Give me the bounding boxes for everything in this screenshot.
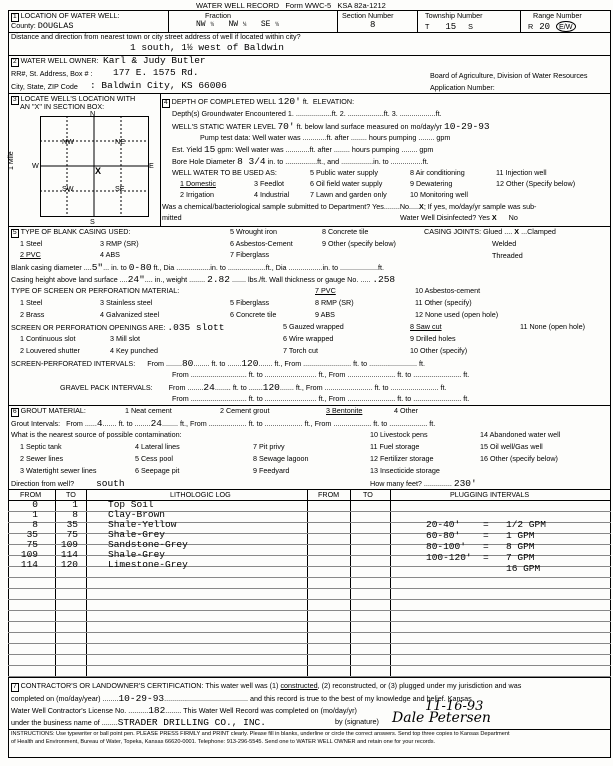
compass-n: N bbox=[90, 109, 96, 118]
plug-cell-i: 80-100' bbox=[426, 541, 466, 552]
use-11: 11 Injection well bbox=[496, 168, 547, 177]
opening-8-selected: 8 Saw cut bbox=[410, 322, 442, 331]
log-cell-t: 35 bbox=[66, 519, 78, 530]
use-12: 12 Other (Specify below) bbox=[496, 179, 576, 188]
distance-label: Distance and direction from nearest town or city street address of well if located within city? bbox=[11, 32, 301, 41]
township-label: Township Number bbox=[425, 11, 483, 20]
use-5: 5 Public water supply bbox=[310, 168, 378, 177]
source-7: 7 Pit privy bbox=[253, 442, 285, 451]
screen-5: 5 Fiberglass bbox=[230, 298, 270, 307]
yield-line: Est. Yield 15 gpm: Well water was ............ft. after ........ hours pumping ........ gpm bbox=[172, 144, 434, 155]
log-rule bbox=[8, 511, 611, 512]
gravel-pack-line: GRAVEL PACK INTERVALS: From ........24........ ft. to .......120....... ft., From ........................ ft. to ........................ ft. bbox=[60, 382, 447, 393]
log-cell-t: 1 bbox=[72, 499, 78, 510]
plug-cell-i: 60-80' bbox=[426, 530, 461, 541]
log-cell-f: 35 bbox=[26, 529, 38, 540]
casing-7: 7 Fiberglass bbox=[230, 250, 270, 259]
screen-12: 12 None used (open hole) bbox=[415, 310, 499, 319]
grout-label: 6 GROUT MATERIAL: bbox=[13, 406, 86, 415]
source-12: 12 Fertilizer storage bbox=[370, 454, 434, 463]
log-cell-t: 109 bbox=[60, 539, 78, 550]
log-cell-l: Shale-Grey bbox=[108, 529, 166, 540]
grout-1: 1 Neat cement bbox=[125, 406, 172, 415]
grout-3-selected: 3 Bentonite bbox=[326, 406, 363, 415]
casing-4: 4 ABS bbox=[100, 250, 120, 259]
section-number-value: 8 bbox=[370, 20, 376, 30]
application-label: Application Number: bbox=[430, 83, 495, 92]
license-line: Water Well Contractor's License No. ..........182........ This Water Well Record was completed on (mo/day/yr) bbox=[11, 705, 357, 716]
casing-1: 1 Steel bbox=[20, 239, 43, 248]
log-header-to: TO bbox=[66, 490, 76, 499]
source-14: 14 Abandoned water well bbox=[480, 430, 561, 439]
casing-8: 8 Concrete tile bbox=[322, 227, 369, 236]
fraction-label: Fraction bbox=[205, 11, 231, 20]
casing-6: 6 Asbestos-Cement bbox=[230, 239, 293, 248]
signature-label: by (signature) bbox=[335, 717, 379, 726]
use-1-selected: 1 Domestic bbox=[180, 179, 216, 188]
plug-cell-i: 100-120' bbox=[426, 552, 472, 563]
use-3: 3 Feedlot bbox=[254, 179, 284, 188]
quad-nw: NW bbox=[62, 137, 74, 146]
source-10: 10 Livestock pens bbox=[370, 430, 428, 439]
compass-e: E bbox=[149, 161, 154, 170]
log-rule bbox=[8, 654, 611, 655]
instructions-line-2: of Health and Environment, Bureau of Water, Topeka, Kansas 66620-0001. Telephone: 913-296-5545. Send one to WATER WELL OWNER and retain one for your records. bbox=[11, 739, 436, 745]
grout-4: 4 Other bbox=[394, 406, 418, 415]
feet-line: How many feet? .............. 230' bbox=[370, 478, 477, 489]
owner-value: Karl & Judy Butler bbox=[103, 55, 206, 66]
log-cell-t: 114 bbox=[60, 549, 78, 560]
section-3-label: 3 LOCATE WELL'S LOCATION WITH bbox=[13, 94, 136, 103]
log-header-to-2: TO bbox=[363, 490, 373, 499]
grout-intervals-line: Grout Intervals: From ......4....... ft. to ........24........ ft., From ................... ft. to ................... ft., From ................... ft. to ................... ft. bbox=[11, 418, 436, 429]
log-cell-l: Sandstone-Grey bbox=[108, 539, 188, 550]
bore-line: Bore Hole Diameter 8 3/4 in. to ................ft., and ................in. to ................ft. bbox=[172, 156, 429, 167]
source-2: 2 Sewer lines bbox=[20, 454, 64, 463]
log-rule bbox=[8, 588, 611, 589]
log-cell-t: 75 bbox=[66, 529, 78, 540]
plug-cell-e: = bbox=[483, 541, 489, 552]
certification-line-1: 7 CONTRACTOR'S OR LANDOWNER'S CERTIFICATION: This water well was (1) constructed, (2) reconstructed, or (3) plugged under my jurisdiction and was bbox=[13, 681, 522, 690]
certification-line-2: completed on (mo/day/year) ........10-29-93.......................................... and this record is true to the best of my knowledge and belief. Kansas bbox=[11, 693, 472, 704]
opening-5: 5 Gauzed wrapped bbox=[283, 322, 344, 331]
screen-3: 3 Stainless steel bbox=[100, 298, 153, 307]
static-level-line: WELL'S STATIC WATER LEVEL 70' ft. below land surface measured on mo/day/yr 10-29-93 bbox=[172, 121, 490, 132]
source-3: 3 Watertight sewer lines bbox=[20, 466, 97, 475]
source-9: 9 Feedyard bbox=[253, 466, 290, 475]
range-label: Range Number bbox=[533, 11, 582, 20]
address-value: 177 E. 1575 Rd. bbox=[113, 67, 199, 78]
screen-11: 11 Other (specify) bbox=[415, 298, 472, 307]
direction-line: Direction from well? south bbox=[11, 478, 125, 489]
casing-type-label: 5 TYPE OF BLANK CASING USED: bbox=[13, 227, 131, 236]
county-label: County: DOUGLAS bbox=[11, 21, 74, 31]
log-header-from: FROM bbox=[20, 490, 42, 499]
opening-10: 10 Other (specify) bbox=[410, 346, 468, 355]
quad-ne: NE bbox=[115, 137, 125, 146]
plug-cell-e: = bbox=[483, 530, 489, 541]
compass-s: S bbox=[90, 217, 95, 226]
distance-value: 1 south, 1½ west of Baldwin bbox=[130, 42, 284, 53]
screen-8: 8 RMP (SR) bbox=[315, 298, 354, 307]
plug-cell-e: = bbox=[483, 552, 489, 563]
opening-7: 7 Torch cut bbox=[283, 346, 319, 355]
log-rule bbox=[8, 577, 611, 578]
openings-label: SCREEN OR PERFORATION OPENINGS ARE: .035 slott bbox=[11, 322, 225, 333]
log-rule bbox=[8, 599, 611, 600]
groundwater-line: Depth(s) Groundwater Encountered 1. ..................ft. 2. ..................ft. 3. ..................ft. bbox=[172, 109, 442, 118]
opening-1: 1 Continuous slot bbox=[20, 334, 76, 343]
log-cell-f: 114 bbox=[20, 559, 38, 570]
source-4: 4 Lateral lines bbox=[135, 442, 180, 451]
instructions-line-1: INSTRUCTIONS: Use typewriter or ball point pen. PLEASE PRESS FIRMLY and PRINT clearly. Please fill in blanks, underline or circle the correct answers. Send top three copies to Kansas Department bbox=[11, 731, 510, 737]
use-8: 8 Air conditioning bbox=[410, 168, 465, 177]
log-cell-l: Shale-Grey bbox=[108, 549, 166, 560]
source-13: 13 Insecticide storage bbox=[370, 466, 440, 475]
opening-11: 11 None (open hole) bbox=[520, 322, 585, 331]
casing-3: 3 RMP (SR) bbox=[100, 239, 139, 248]
use-label: WELL WATER TO BE USED AS: bbox=[172, 168, 277, 177]
plug-cell-g: 8 GPM bbox=[506, 541, 535, 552]
plug-cell-e: = bbox=[483, 519, 489, 530]
screen-10: 10 Asbestos-cement bbox=[415, 286, 481, 295]
screen-9: 9 ABS bbox=[315, 310, 335, 319]
well-location-x: X bbox=[95, 166, 102, 176]
contamination-label: What is the nearest source of possible contamination: bbox=[11, 430, 182, 439]
blank-diameter-line: Blank casing diameter ....5"... in. to 0-80 ft., Dia .................in. to ...................ft., Dia .................in. to ...................ft. bbox=[11, 262, 384, 273]
use-4: 4 Industrial bbox=[254, 190, 290, 199]
form-title: WATER WELL RECORD Form WWC-5 KSA 82a-1212 bbox=[196, 1, 386, 10]
screen-1: 1 Steel bbox=[20, 298, 43, 307]
log-header-from-2: FROM bbox=[318, 490, 340, 499]
log-cell-t: 8 bbox=[72, 509, 78, 520]
section-1-label: 1 LOCATION OF WATER WELL: bbox=[13, 11, 120, 20]
log-rule bbox=[8, 632, 611, 633]
mile-label: 1 Mile bbox=[8, 151, 15, 170]
source-8: 8 Sewage lagoon bbox=[253, 454, 309, 463]
source-6: 6 Seepage pit bbox=[135, 466, 180, 475]
screen-intervals-line: SCREEN-PERFORATED INTERVALS: From ........80........ ft. to .......120....... ft., From ........................ ft. to ........................ ft. bbox=[11, 358, 426, 369]
screen-6: 6 Concrete tile bbox=[230, 310, 277, 319]
disinfected-line: Water Well Disinfected? Yes X No bbox=[400, 213, 518, 222]
use-7: 7 Lawn and garden only bbox=[310, 190, 387, 199]
source-16: 16 Other (specify below) bbox=[480, 454, 558, 463]
log-cell-l: Limestone-Grey bbox=[108, 559, 188, 570]
section-number-label: Section Number bbox=[342, 11, 394, 20]
completion-date-handwritten: 11-16-93 bbox=[425, 699, 484, 714]
log-cell-f: 0 bbox=[32, 499, 38, 510]
source-1: 1 Septic tank bbox=[20, 442, 62, 451]
screen-2: 2 Brass bbox=[20, 310, 45, 319]
use-2: 2 Irrigation bbox=[180, 190, 214, 199]
quad-se: SE bbox=[115, 184, 125, 193]
source-15: 15 Oil well/Gas well bbox=[480, 442, 543, 451]
log-header-plugging: PLUGGING INTERVALS bbox=[450, 490, 530, 499]
screen-7-selected: 7 PVC bbox=[315, 286, 336, 295]
screen-intervals-line-2: From ............................ ft. to .......................... ft., From ........................ ft. to ........................ ft. bbox=[172, 370, 470, 379]
county-value: DOUGLAS bbox=[37, 21, 74, 31]
casing-9: 9 Other (specify below) bbox=[322, 239, 396, 248]
casing-joints: CASING JOINTS: Glued .... X ...Clamped bbox=[424, 227, 556, 236]
range-value: R 20 E/W bbox=[528, 23, 576, 33]
opening-3: 3 Mill slot bbox=[110, 334, 140, 343]
screen-4: 4 Galvanized steel bbox=[100, 310, 160, 319]
grout-2: 2 Cement grout bbox=[220, 406, 270, 415]
log-cell-f: 109 bbox=[20, 549, 38, 560]
depth-label: 4 DEPTH OF COMPLETED WELL 120' ft. ELEVATION: bbox=[164, 96, 355, 107]
pump-test-line: Pump test data: Well water was ............ft. after ........ hours pumping ........ gpm bbox=[200, 133, 451, 142]
section-3-label-2: AN "X" IN SECTION BOX: bbox=[20, 102, 105, 111]
screen-type-label: TYPE OF SCREEN OR PERFORATION MATERIAL: bbox=[11, 286, 180, 295]
casing-height-line: Casing height above land surface ....24".... in., weight ........ 2.82 ....... lbs./ft. Wall thickness or gauge No. ..... .258 bbox=[11, 274, 396, 285]
plug-cell-g: 7 GPM bbox=[506, 552, 535, 563]
city-label: City, State, ZIP Code bbox=[11, 82, 78, 91]
gravel-pack-line-2: From ............................ ft. to .......................... ft., From ........................ ft. to ........................ ft. bbox=[172, 394, 470, 403]
fraction-value: NW ¼ NW ¼ SE ¼ bbox=[196, 20, 279, 29]
board-label: Board of Agriculture, Division of Water Resources bbox=[430, 71, 588, 80]
address-label: RR#, St. Address, Box # : bbox=[11, 69, 93, 78]
section-2-label: 2 WATER WELL OWNER: bbox=[13, 56, 99, 65]
plug-cell-g: 1/2 GPM bbox=[506, 519, 546, 530]
log-cell-t: 120 bbox=[60, 559, 78, 570]
mitted-text: mitted bbox=[162, 213, 182, 222]
opening-6: 6 Wire wrapped bbox=[283, 334, 334, 343]
township-value: T 15 S bbox=[425, 22, 473, 32]
casing-2-selected: 2 PVC bbox=[20, 250, 41, 259]
opening-9: 9 Drilled holes bbox=[410, 334, 456, 343]
log-rule bbox=[8, 665, 611, 666]
source-5: 5 Cess pool bbox=[135, 454, 173, 463]
log-rule bbox=[8, 621, 611, 622]
log-rule bbox=[8, 610, 611, 611]
use-9: 9 Dewatering bbox=[410, 179, 453, 188]
threaded: Threaded bbox=[492, 251, 523, 260]
plug-cell-i: 20-40' bbox=[426, 519, 461, 530]
log-header-litho: LITHOLOGIC LOG bbox=[170, 490, 231, 499]
plug-cell-g: 16 GPM bbox=[506, 563, 541, 574]
log-cell-f: 1 bbox=[32, 509, 38, 520]
opening-4: 4 Key punched bbox=[110, 346, 158, 355]
use-10: 10 Monitoring well bbox=[410, 190, 468, 199]
log-cell-f: 8 bbox=[32, 519, 38, 530]
log-rule bbox=[8, 643, 611, 644]
city-value: : Baldwin City, KS 66006 bbox=[90, 80, 227, 91]
quad-sw: SW bbox=[62, 184, 74, 193]
source-11: 11 Fuel storage bbox=[370, 442, 420, 451]
signature: Dale Petersen bbox=[392, 710, 491, 726]
use-6: 6 Oil field water supply bbox=[310, 179, 383, 188]
compass-w: W bbox=[32, 161, 39, 170]
log-cell-l: Top Soil bbox=[108, 499, 154, 510]
opening-2: 2 Louvered shutter bbox=[20, 346, 80, 355]
casing-5: 5 Wrought iron bbox=[230, 227, 278, 236]
plug-cell-g: 1 GPM bbox=[506, 530, 535, 541]
chem-sample-line: Was a chemical/bacteriological sample submitted to Department? Yes........No.....X; If yes, mo/day/yr sample was sub- bbox=[162, 202, 537, 211]
welded: Welded bbox=[492, 239, 517, 248]
log-cell-f: 75 bbox=[26, 539, 38, 550]
log-cell-l: Clay-Brown bbox=[108, 509, 166, 520]
business-line: under the business name of ........STRADER DRILLING CO., INC. bbox=[11, 717, 266, 728]
log-cell-l: Shale-Yellow bbox=[108, 519, 177, 530]
